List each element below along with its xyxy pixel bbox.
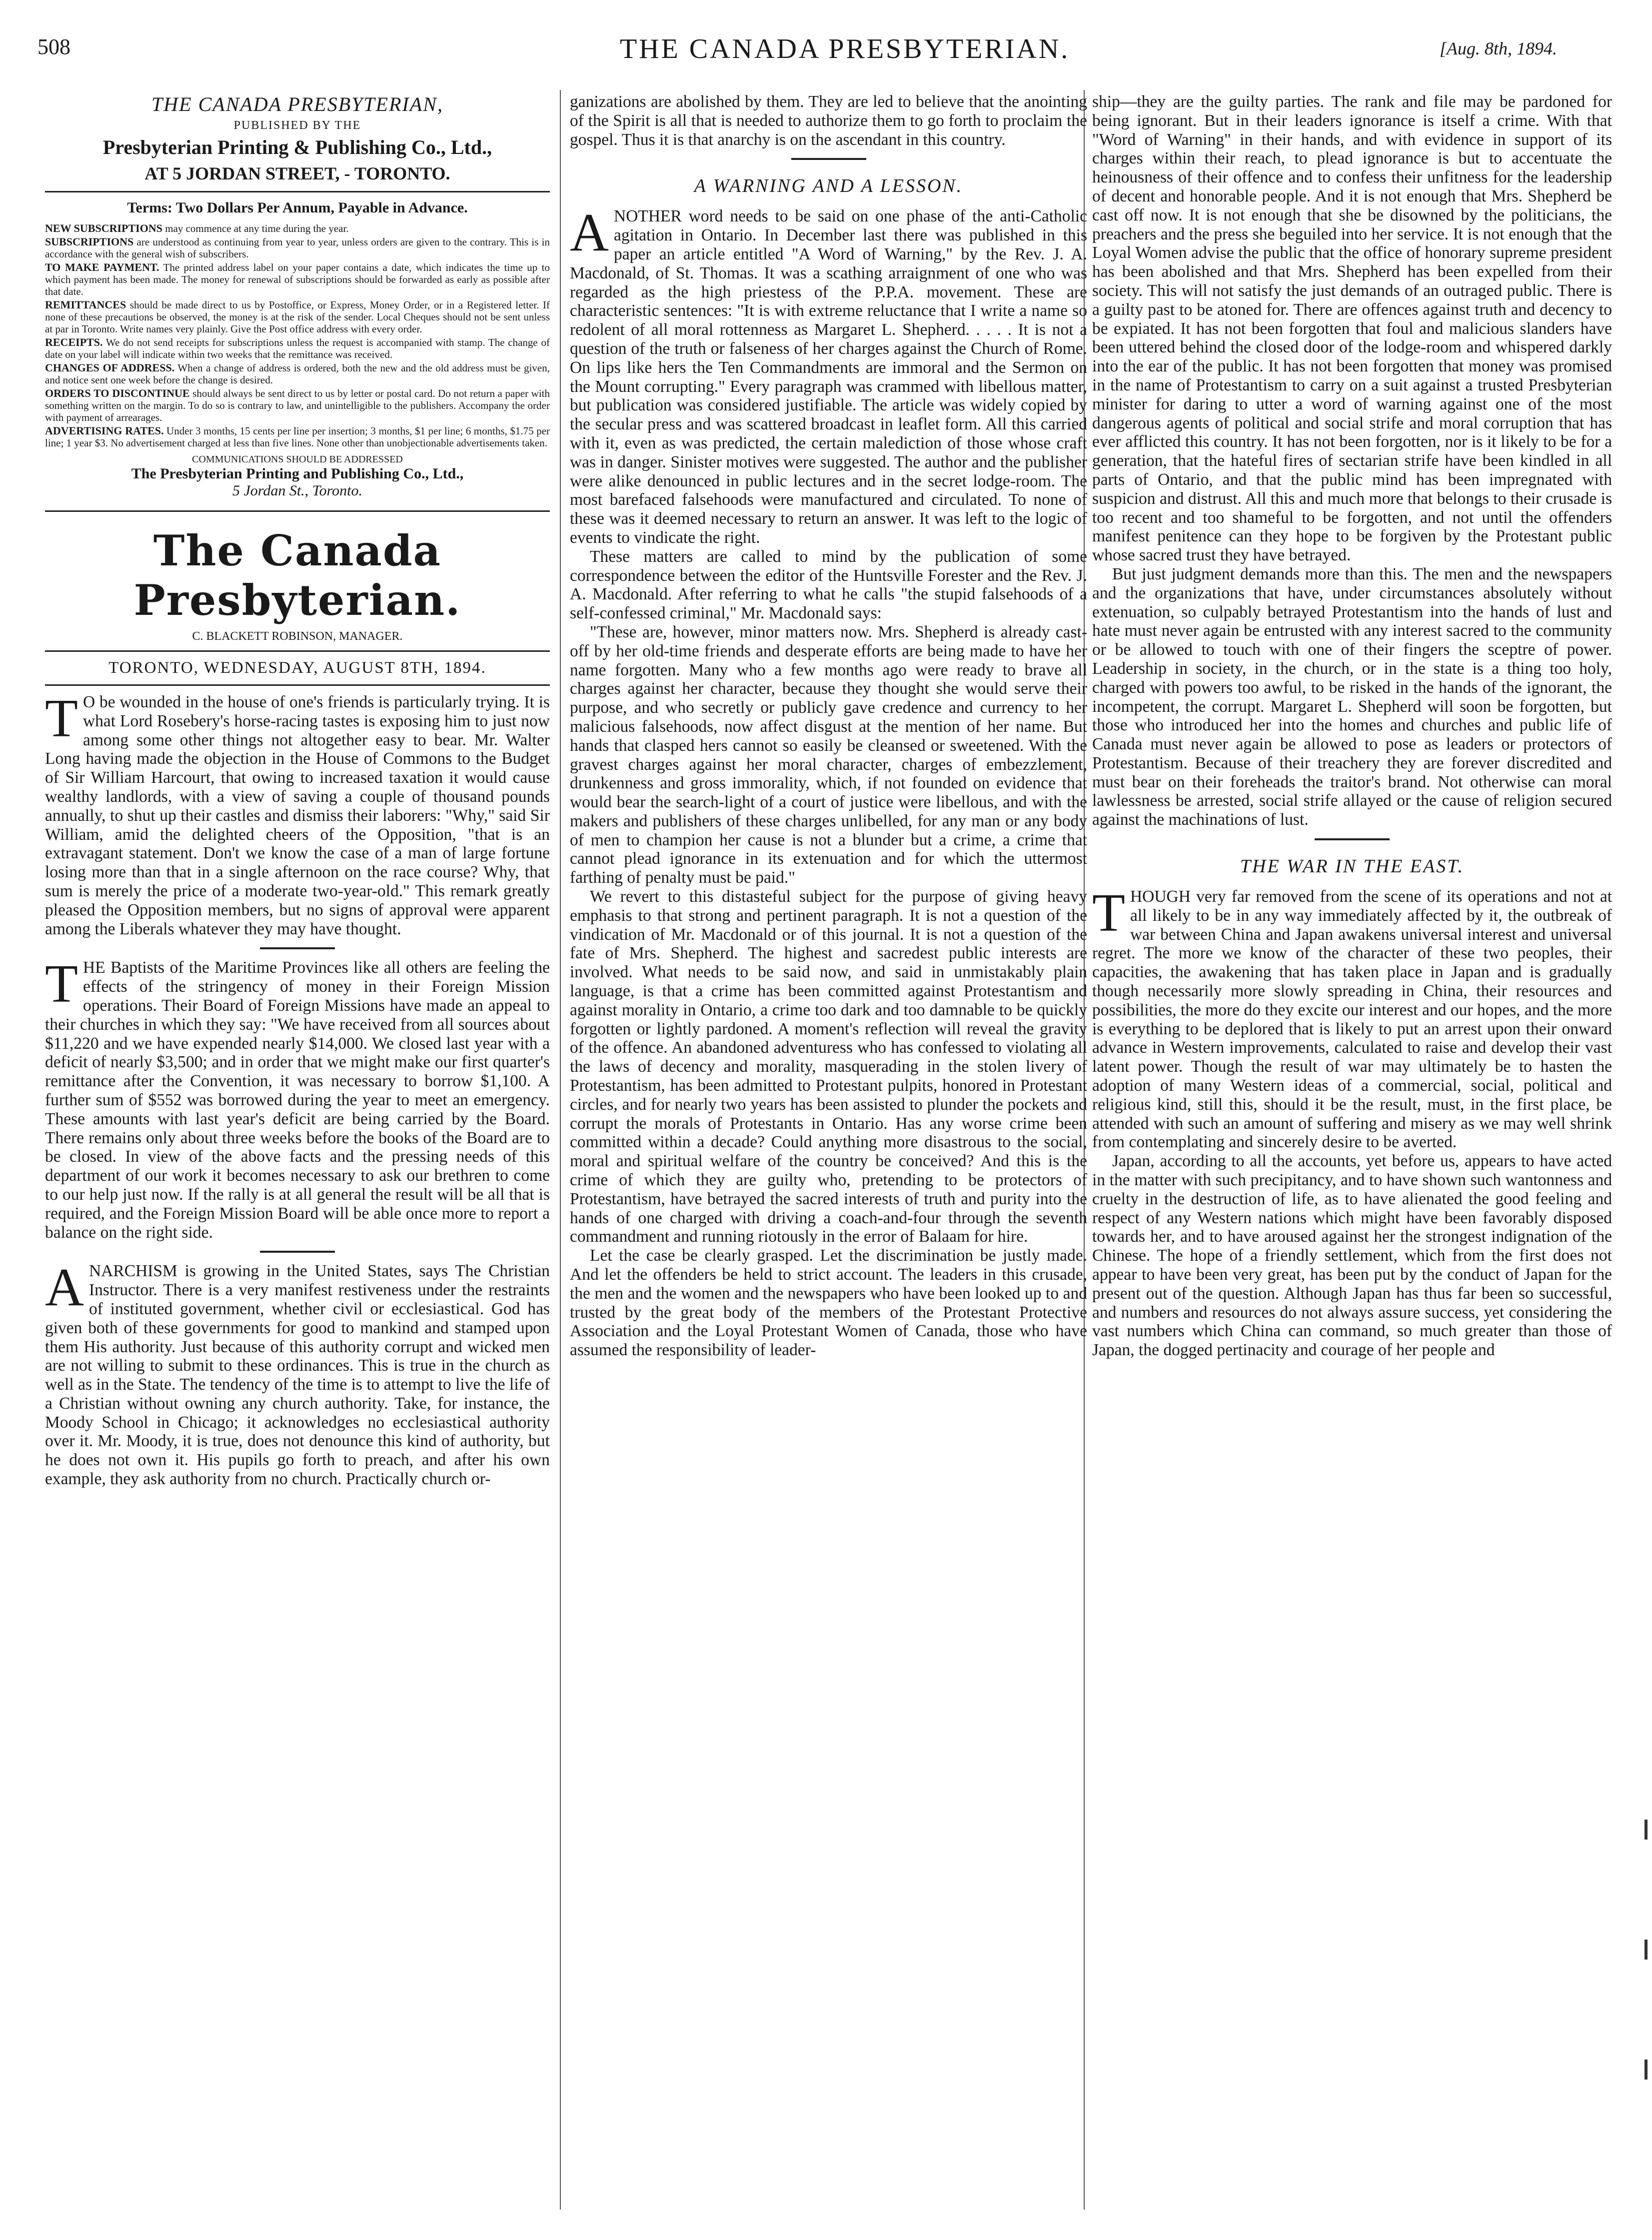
notice-text: We do not send receipts for subscriptions unless the request is accompanied with stamp. The change of date on your label will indicate within two weeks that the remittance was received. xyxy=(45,336,550,360)
column-2 xyxy=(570,92,1087,2207)
dateline: TORONTO, WEDNESDAY, AUGUST 8TH, 1894. xyxy=(108,659,486,677)
page-edge-mark xyxy=(1645,1820,1648,1840)
notice-item xyxy=(45,387,550,423)
divider xyxy=(45,510,550,512)
notice-label: ADVERTISING RATES. xyxy=(45,424,164,437)
article-quote: "These are, however, minor matters now. Mrs. Shepherd is already cast-off by her old-time friends and desperate efforts are being made to have her name forgotten. Many who a few months ago were ready to brave all charges against her character, because they thought she would serve their purpose, and who secretly or publicly gave credence and currency to her malicious falsehoods, now affect disgust at the mention of her name. But hands that clasped hers cannot so easily be cleansed or sweetened. With the gravest charges against her moral character, charges of embezzlement, drunkenness and gross immorality, which, if not founded on evidence that would bear the search-light of a court of justice were libellous, and with the makers and publishers of these charges unlibelled, for any man or any body of men to champion her cause is not a blunder but a crime, a crime that cannot plead ignorance in its extenuation and for which the uttermost farthing of penalty must be paid." xyxy=(570,622,1087,887)
masthead xyxy=(45,92,550,686)
notice-text: may commence at any time during the year. xyxy=(162,222,349,234)
divider xyxy=(45,191,550,192)
notice-label: ORDERS TO DISCONTINUE xyxy=(45,387,190,399)
article-text: But just judgment demands more than this. The men and the newspapers and the organizations that have, under circumstances absolutely without extenuation, so culpably betrayed Protestantism into the hands of lust and hate must never again be entrusted with any interest sacred to the community or be allowed to touch with one of their fingers the sceptre of power. Leadership in society, in the church, or in the state is a thing too holy, charged with powers too awful, to be risked in the hands of the ignorant, the incompetent, the corrupt. Margaret L. Shepherd will soon be forgotten, but those who introduced her into the homes and churches and public life of Canada must never again be allowed to pose as leaders or protectors of Protestantism. Because of their treachery they are forever discredited and must bear on their foreheads the traitor's brand. Not otherwise can moral lawlessness be arrested, social strife allayed or the cause of religion secured against the machinations of lust. xyxy=(1092,564,1612,829)
article-heading: THE WAR IN THE EAST. xyxy=(1240,856,1465,877)
divider xyxy=(260,947,335,949)
divider xyxy=(1315,838,1390,840)
drop-cap: A xyxy=(570,203,609,263)
article-warning xyxy=(570,203,1087,1360)
article-baptists xyxy=(45,954,550,1242)
page-title: THE CANADA PRESBYTERIAN. xyxy=(620,33,1070,64)
masthead-published-by: PUBLISHED BY THE xyxy=(233,119,361,132)
article-text: NOTHER word needs to be said on one phase of the anti-Catholic agitation in Ontario. In December last there was published in this paper an article entitled "A Word of Warning," by the Rev. J. A. Macdonald, of St. Thomas. It was a scathing arraignment of one who was regarded as the high priestess of the P.P.A. movement. These are characteristic sentences: "It is with extreme reluctance that I write a name so redolent of all moral rottenness as Margaret L. Shepherd. . . . . It is not a question of the truth or falseness of her charges against the Church of Rome. On lips like hers the Ten Commandments are immoral and the Sermon on the Mount corrupting." Every paragraph was crammed with libellous matter, but publication was considered justifiable. The article was widely copied by the secular press and was scattered broadcast in leaflet form. All this carried with it, even as was predicted, the certain malediction of those whose craft was in danger. Sinister motives were suggested. The author and the publisher were alike denounced in public lectures and in the secret lodge-room. The most barefaced falsehoods were manufactured and circulated. To none of these was it deemed necessary to return an answer. It was left to the logic of events to vindicate the right. xyxy=(570,207,1087,547)
article-anarchism xyxy=(45,1258,550,1489)
article-text: We revert to this distasteful subject for the purpose of giving heavy emphasis to that strong and pertinent paragraph. It is not a question of the vindication of Mr. Macdonald or of this journal. It is not a question of the fate of Mrs. Shepherd. The highest and sacredest public interests are involved. What needs to be said now, and said in unmistakably plain language, is that a crime has been committed against Protestantism and against morality in Ontario, a crime too dark and too damnable to be quickly forgotten or lightly pardoned. A moment's reflection will reveal the gravity of the offence. An abandoned adventuress who has confessed to violating all the laws of decency and morality, masquerading in the stolen livery of Protestantism, has been admitted to Protestant pulpits, honored in Protestant circles, and for nearly two years has been assisted to plunder the pockets and corrupt the morals of Protestants in Ontario. Has any worse crime been committed within a decade? Could anything more disastrous to the social, moral and spiritual welfare of the country be conceived? And this is the crime of which they are guilty who, pretending to be protectors of Protestantism, have betrayed the sacred interests of truth and purity into the hands of one charged with driving a coach-and-four through the seventh commandment and running riotously in the error of Balaam for hire. xyxy=(570,887,1087,1246)
manager-line: C. BLACKETT ROBINSON, MANAGER. xyxy=(192,630,403,643)
notice-text: Under 3 months, 15 cents per line per insertion; 3 months, $1 per line; 6 months, $1.75 per line; 1 year $3. No advertisement charged at less than five lines. None other than unobjectionable advertisements taken. xyxy=(45,425,550,449)
divider xyxy=(45,650,550,652)
divider xyxy=(791,158,866,160)
article-rosebery xyxy=(45,689,550,938)
article-text: These matters are called to mind by the publication of some correspondence between the editor of the Huntsville Forester and the Rev. J. A. Macdonald. After referring to what he calls "the stupid falsehoods of a self-confessed criminal," Mr. Macdonald says: xyxy=(570,547,1087,623)
notice-item xyxy=(45,222,550,234)
drop-cap: T xyxy=(1092,883,1125,943)
paper-nameplate: The Canada Presbyterian. xyxy=(133,526,461,625)
notice-item xyxy=(45,299,550,335)
notice-label: SUBSCRIPTIONS xyxy=(45,235,134,248)
article-text: O be wounded in the house of one's friends is particularly trying. It is what Lord Rosebery's horse-racing tastes is exposing him to just now among some other things not altogether easy to bear. Mr. Walter Long having made the objection in the House of Commons to the Budget of Sir William Harcourt, that owing to increased taxation it would cause wealthy landlords, with a view of saving a couple of thousand pounds annually, to shut up their castles and dismiss their laborers: "Why," said Sir William, amid the delighted cheers of the Opposition, "that is an extravagant statement. Don't we know the case of a man of large fortune losing more than that in a single afternoon on the race course? Why, that sum is merely the price of a moderate two-year-old." This remark greatly pleased the Opposition members, but no signs of approval were apparent among the Liberals whatever they may have thought. xyxy=(45,693,550,938)
article-text: Japan, according to all the accounts, yet before us, appears to have acted in the matter with such precipitancy, and to have shown such wantonness and cruelty in the destruction of life, as to have alienated the good feeling and respect of any Western nations which might have been favorably disposed towards her, and to have aroused against her the strongest indignation of the Chinese. The hope of a friendly settlement, which from the first does not appear to have been very great, has been put by the conduct of Japan for the present out of the question. Although Japan has thus far been so successful, and numbers and resources do not always assure success, yet considering the vast numbers which China can command, so much greater than those of Japan, the dogged pertinacity and courage of her people and xyxy=(1092,1152,1612,1360)
notice-label: REMITTANCES xyxy=(45,298,126,311)
divider xyxy=(260,1251,335,1253)
page-header xyxy=(0,30,1652,70)
notice-item xyxy=(45,336,550,360)
masthead-title: THE CANADA PRESBYTERIAN, xyxy=(151,93,443,115)
column-divider xyxy=(560,90,561,2210)
masthead-address: AT 5 JORDAN STREET, - TORONTO. xyxy=(144,163,450,183)
notice-text: When a change of address is ordered, both the new and the old address must be given, and notice sent one week before the change is desired. xyxy=(45,362,550,386)
notices-list xyxy=(45,222,550,449)
notice-label: NEW SUBSCRIPTIONS xyxy=(45,222,162,234)
page-date: [Aug. 8th, 1894. xyxy=(1440,38,1558,58)
article-text: HOUGH very far removed from the scene of its operations and not at all likely to be in any way immediately affected by it, the outbreak of war between China and Japan awakens universal interest and universal regret. The more we know of the character of these two peoples, their capacities, the awakening that has taken place in Japan and is gradually though necessarily more slowly spreading in China, their resources and possibilities, the more do they excite our interest and our hopes, and the more is everything to be deplored that is likely to put an arrest upon their onward advance in Western improvements, calculated to raise and develop their vast latent power. Though the result of war may ultimately be to hasten the adoption of many Western ideas of a commercial, social, political and religious kind, still this, should it be the result, must, in the first place, be attended with such an amount of suffering and misery as we may well shrink from contemplating and sincerely desire to be averted. xyxy=(1092,887,1612,1152)
notice-text: are understood as continuing from year to year, unless orders are given to the contrary. This is in accordance with the general wish of subscribers. xyxy=(45,236,550,260)
communications-notice: COMMUNICATIONS SHOULD BE ADDRESSED xyxy=(192,454,403,465)
article-text: ganizations are abolished by them. They are led to believe that the anointing of the Spirit is all that is needed to authorize them to go forth to proclaim the gospel. Thus it is that anarchy is on the ascendant in this country. xyxy=(570,92,1087,149)
notice-label: TO MAKE PAYMENT. xyxy=(45,261,159,273)
drop-cap: T xyxy=(45,689,78,748)
article-text: Let the case be clearly grasped. Let the discrimination be justly made. And let the offenders be held to strict account. The leaders in this crusade, the men and the women and the newspapers who have been looked up to and trusted by the great body of the members of the Protestant Protective Association and the Loyal Protestant Women of Canada, those who have assumed the responsibility of leader- xyxy=(570,1246,1087,1360)
article-war-in-east xyxy=(1092,883,1612,1360)
notice-item xyxy=(45,236,550,260)
drop-cap: T xyxy=(45,954,78,1014)
page-number: 508 xyxy=(37,34,70,59)
article-text: NARCHISM is growing in the United States, says The Christian Instructor. There is a very manifest restiveness under the restraints of instituted government, whether civil or ecclesiastical. God has given both of these governments for good to mankind and stamped upon them His authority. Just because of this authority corrupt and wicked men are not willing to submit to these ordinances. This is true in the church as well as in the State. The tendency of the time is to attempt to live the life of a Christian without owning any church authority. Take, for instance, the Moody School in Chicago; it acknowledges no ecclesiastical authority over it. Mr. Moody, it is true, does not denounce this kind of authority, but he does not own it. His pupils go forth to preach, and after his own example, they ask authority from no church. Practically church or- xyxy=(45,1262,550,1489)
notice-label: RECEIPTS. xyxy=(45,336,103,348)
masthead-terms: Terms: Two Dollars Per Annum, Payable in Advance. xyxy=(127,199,468,216)
drop-cap: A xyxy=(45,1258,84,1318)
article-warning-continued xyxy=(1092,92,1612,829)
article-text: ship—they are the guilty parties. The rank and file may be pardoned for being ignorant. But in their leaders ignorance is itself a crime. With that "Word of Warning" in their hands, and with evidence in support of its charges within their reach, to plead ignorance is but to accentuate the heinousness of their offence and to confess their unfitness for the leadership of decent and honorable people. And it is not enough that Mrs. Shepherd be cast off now. It is not enough that she be disowned by the politicians, the preachers and the press she beguiled into her service. It is not enough that the Loyal Women advise the public that the office of honorary supreme president has been abolished and that Mrs. Shepherd has been expelled from their society. This will not satisfy the just demands of an outraged public. There is a guilty past to be atoned for. There are offences against truth and decency to be expiated. It has not been forgotten that foul and malicious slanders have been uttered behind the closed door of the lodge-room and whispered darkly into the ear of the public. It has not been forgotten that money was promised in the name of Protestantism to carry on a suit against a trusted Presbyterian minister for daring to utter a word of warning against one of the most dangerous agents of political and social strife and moral corruption that has ever afflicted this country. It has not been forgotten, nor is it likely to be for a generation, that the hateful fires of sectarian strife have been kindled in all parts of Ontario, and that the public mind has been impregnated with suspicion and distrust. All this and much more that belongs to their crusade is too recent and too shameful to be forgotten, and not until the offenders manifest penitence can they hope to be forgiven by the Protestant public whose sacred trust they have betrayed. xyxy=(1092,92,1612,565)
page-edge-mark xyxy=(1645,1940,1648,1960)
notice-text: The printed address label on your paper contains a date, which indicates the time up to which payment has been made. The money for renewal of subscriptions should be forwarded as early as possible after that date. xyxy=(45,261,550,297)
article-heading: A WARNING AND A LESSON. xyxy=(694,175,963,197)
masthead-publisher: Presbyterian Printing & Publishing Co., Ltd., xyxy=(102,136,492,158)
notice-item xyxy=(45,362,550,386)
article-text: HE Baptists of the Maritime Provinces like all others are feeling the effects of the stringency of money in their Foreign Mission operations. Their Board of Foreign Missions have made an appeal to their churches in which they say: "We have received from all sources about $11,220 and we have expended nearly $14,000. We closed last year with a deficit of nearly $3,500; and in order that we might make our first quarter's remittance after the Convention, it was necessary to borrow $1,100. A further sum of $552 was borrowed during the year to meet an emergency. These amounts with last year's deficit are being carried by the Board. There remains only about three weeks before the books of the Board are to be closed. In view of the above facts and the pressing needs of this department of our work it becomes necessary to ask our brethren to come to our help just now. If the rally is at all general the result will be all that is required, and the Foreign Mission Board will be able once more to report a balance on the right side. xyxy=(45,958,550,1242)
column-3 xyxy=(1092,92,1612,2207)
article-anarchism-continued xyxy=(570,92,1087,149)
communications-company: The Presbyterian Printing and Publishing Co., Ltd., xyxy=(131,465,464,482)
notice-label: CHANGES OF ADDRESS. xyxy=(45,361,175,374)
communications-street: 5 Jordan St., Toronto. xyxy=(232,482,363,499)
notice-text: should be made direct to us by Postoffice, or Express, Money Order, or in a Registered letter. If none of these precautions be observed, the money is at the risk of the sender. Local Cheques should not be sent unless at par in Toronto. Write names very plainly. Give the Post office address with every order. xyxy=(45,299,550,335)
notice-item xyxy=(45,261,550,297)
notice-item xyxy=(45,425,550,449)
notice-text: should always be sent direct to us by letter or postal card. Do not return a paper with something written on the margin. To do so is contrary to law, and unintelligible to the publishers. Accompany the order with payment of arrearages. xyxy=(45,387,550,423)
divider xyxy=(45,684,550,686)
page-edge-mark xyxy=(1645,2060,1648,2080)
column-1 xyxy=(45,92,550,2207)
